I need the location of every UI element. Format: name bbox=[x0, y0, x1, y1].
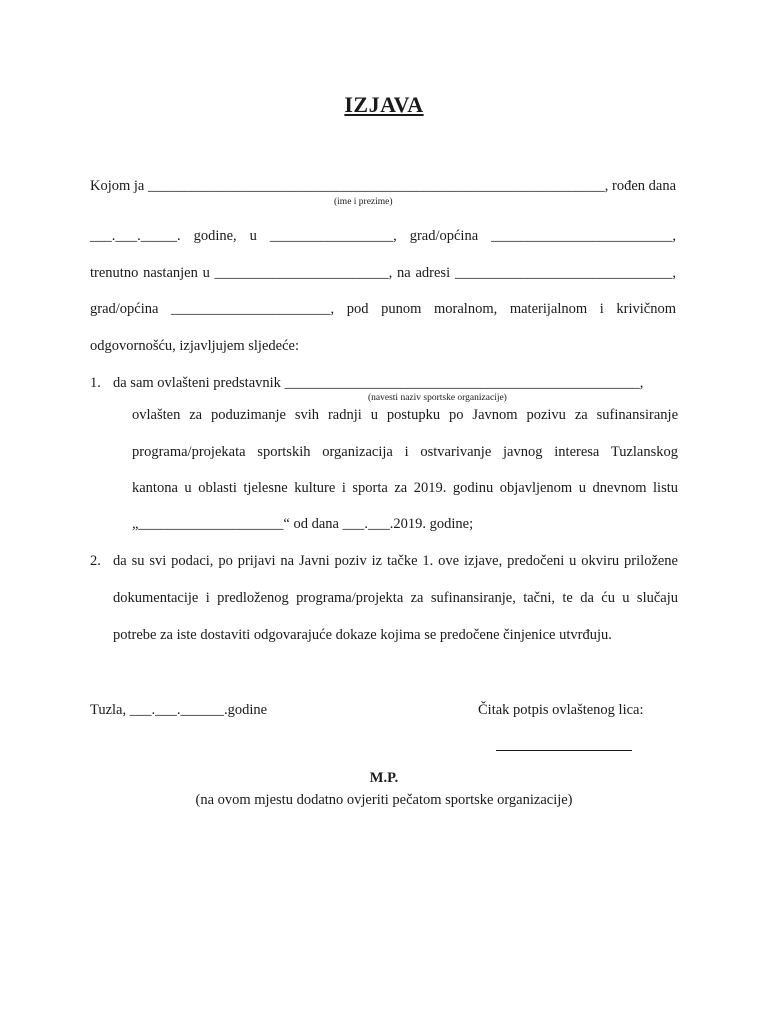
item-2-number: 2. bbox=[90, 553, 101, 569]
intro-line-3: trenutno nastanjen u ________________________, na adresi ______________________________, bbox=[90, 265, 676, 281]
intro-line-5: odgovornošću, izjavljujem sljedeće: bbox=[90, 338, 299, 354]
item-1-line-2: ovlašten za poduzimanje svih radnji u postupku po Javnom pozivu za sufinansiranje bbox=[132, 407, 678, 423]
item-2-line-1: da su svi podaci, po prijavi na Javni poziv iz tačke 1. ove izjave, predočeni u okviru priložene bbox=[113, 553, 678, 569]
item-2-line-3: potrebe za iste dostaviti odgovarajuće dokaze kojima se predočene činjenice utvrđuju. bbox=[113, 627, 612, 643]
signature-line bbox=[496, 750, 632, 751]
signature-label: Čitak potpis ovlaštenog lica: bbox=[478, 702, 644, 718]
item-1-number: 1. bbox=[90, 375, 101, 391]
stamp-label: M.P. bbox=[369, 770, 399, 786]
document-title: IZJAVA bbox=[344, 92, 424, 117]
item-2-line-2: dokumentacije i predloženog programa/projekta za sufinansiranje, tačni, te da ću u slučaju bbox=[113, 590, 678, 606]
item-1-line-5: „____________________“ od dana ___.___.2019. godine; bbox=[132, 516, 474, 532]
item-1-line-3: programa/projekata sportskih organizacija i ostvarivanje javnog interesa Tuzlanskog bbox=[132, 444, 678, 460]
stamp-note: (na ovom mjestu dodatno ovjeriti pečatom sportske organizacije) bbox=[195, 792, 573, 808]
intro-line-1: Kojom ja _______________________________________________________________, rođen dana bbox=[90, 178, 677, 194]
place-date-line: Tuzla, ___.___.______.godine bbox=[90, 702, 268, 718]
item-1-line-1: da sam ovlašteni predstavnik _________________________________________________, bbox=[113, 375, 644, 391]
intro-line-2: ___.___._____. godine, u _________________, grad/općina _________________________, bbox=[90, 228, 676, 244]
name-caption: (ime i prezime) bbox=[334, 197, 393, 207]
item-1-line-4: kantona u oblasti tjelesne kulture i sporta za 2019. godinu objavljenom u dnevnom listu bbox=[132, 480, 678, 496]
intro-line-4: grad/općina ______________________, pod punom moralnom, materijalnom i krivičnom bbox=[90, 301, 676, 317]
organization-caption: (navesti naziv sportske organizacije) bbox=[368, 393, 507, 403]
